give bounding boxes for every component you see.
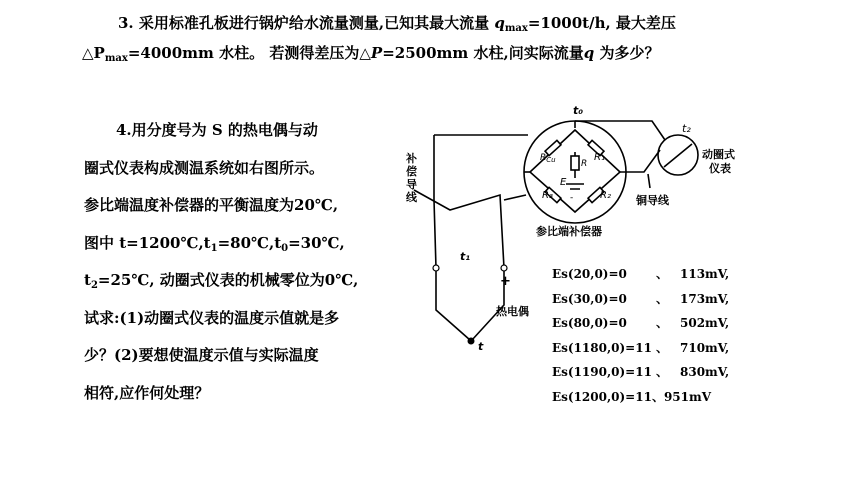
es-value: 951mV (663, 389, 712, 404)
svg-text:线: 线 (406, 191, 417, 204)
copper-wire-top (575, 121, 665, 140)
es-label: Es(1190,0)=11 (552, 365, 652, 379)
q4-l5-b: =25℃, 动圈式仪表的机械零位为0℃, (97, 271, 359, 289)
label-r2: R₂ (600, 190, 611, 201)
label-r1: R₁ (594, 152, 605, 163)
label-rs: R (581, 159, 588, 169)
es-separator: 、 (655, 365, 668, 379)
es-row (552, 360, 729, 385)
q4-l4-b-sub: 0 (281, 242, 289, 254)
q3-dp2-value: =2500mm 水柱,问实际流量 (382, 44, 584, 62)
q4-l4-b: =80℃,t (217, 233, 282, 252)
q3-q2-symbol: q (583, 44, 595, 62)
compensation-wire-inner (414, 190, 504, 340)
q4-line-6: 试求:(1)动圈式仪表的温度示值就是多 (84, 308, 340, 327)
label-instrument-1: 动圈式 (702, 148, 735, 161)
label-t0: t₀ (573, 104, 584, 117)
instrument-needle (664, 144, 692, 167)
label-plus: + (500, 274, 511, 289)
rs-resistor-body (571, 156, 579, 170)
q3-dp-subscript: max (104, 53, 128, 64)
q3-q-value: =1000t/h, 最大差压 (527, 14, 676, 32)
question-3-line-2 (82, 38, 782, 68)
es-label: Es(20,0)=0 (552, 267, 627, 281)
es-value: 173mV, (680, 291, 730, 306)
thermocouple-junction (468, 338, 475, 345)
q4-line-5 (84, 262, 384, 300)
terminal-left (433, 265, 439, 271)
es-separator: 、 (651, 389, 664, 404)
q4-line-4 (84, 225, 384, 263)
question-3 (82, 8, 782, 68)
es-separator: 、 (655, 267, 668, 281)
q3-dp-value: =4000mm 水柱。 若测得差压为 (127, 44, 360, 62)
label-compensation-wire (405, 151, 418, 204)
q4-l4-c: =30℃, (288, 233, 345, 252)
label-rcu: $R_{Cu}$ (540, 153, 556, 164)
es-separator: 、 (655, 340, 668, 355)
label-r3: R₃ (542, 190, 553, 201)
label-compensator: 参比端补偿器 (536, 225, 602, 238)
q4-line-7: 少？(2)要想使温度示值与实际温度 (84, 346, 319, 364)
label-t: t (478, 340, 484, 353)
es-label: Es(30,0)=0 (552, 291, 627, 306)
q4-line-8: 相符,应作何处理？ (84, 383, 210, 402)
es-values-list (552, 262, 729, 409)
es-row (552, 287, 729, 312)
q3-text: 3. 采用标准孔板进行锅炉给水流量测量,已知其最大流量 (118, 14, 495, 32)
battery-symbol (566, 184, 584, 189)
label-thermocouple: 热电偶 (496, 305, 529, 318)
es-separator: 、 (655, 316, 668, 330)
es-row (552, 336, 729, 361)
es-row (552, 385, 729, 410)
q3-tail: 为多少？ (594, 44, 660, 62)
svg-text:偿: 偿 (406, 165, 417, 178)
es-value: 710mV, (680, 340, 730, 355)
label-minus: - (570, 193, 574, 203)
label-copper-wire: 铜导线 (636, 194, 669, 207)
es-label: Es(80,0)=0 (552, 316, 627, 330)
es-label: Es(1200,0)=11 (552, 389, 652, 404)
q4-l5-a: t (84, 271, 91, 289)
question-4 (84, 112, 384, 412)
compensation-wire-left (434, 135, 470, 340)
svg-text:导: 导 (406, 178, 417, 191)
es-value: 113mV, (680, 267, 730, 281)
label-t1: t₁ (460, 250, 471, 263)
label-t2: t₂ (682, 122, 691, 135)
label-e: E (560, 177, 567, 188)
q4-l5-a-sub: 2 (90, 280, 98, 291)
es-label: Es(1180,0)=11 (552, 340, 652, 355)
r-cu-resistor (545, 140, 561, 155)
es-row (552, 311, 729, 336)
svg-text:补: 补 (406, 152, 417, 165)
es-value: 830mV, (680, 365, 730, 379)
q3-q-symbol: q (494, 14, 505, 32)
terminal-right (501, 265, 507, 271)
copper-wire-leader (648, 174, 650, 188)
q4-line-1: 4.用分度号为 S 的热电偶与动 (116, 121, 318, 139)
q4-line-2: 圈式仪表构成测温系统如右图所示。 (84, 158, 325, 177)
question-3-line-1 (82, 8, 782, 38)
q3-q-subscript: max (504, 23, 528, 34)
compensator-to-inner (504, 195, 526, 200)
es-value: 502mV, (680, 316, 730, 330)
label-instrument-2: 仪表 (709, 162, 731, 175)
es-separator: 、 (655, 291, 668, 306)
q4-line-3: 参比端温度补偿器的平衡温度为20℃, (84, 196, 339, 214)
es-row (552, 262, 729, 287)
q3-dp-symbol: △P (82, 44, 105, 62)
q4-l4-a-sub: 1 (210, 242, 218, 254)
q3-dp2-symbol: △P (359, 44, 383, 62)
q4-l4-a: 图中 t=1200℃,t (84, 233, 211, 252)
